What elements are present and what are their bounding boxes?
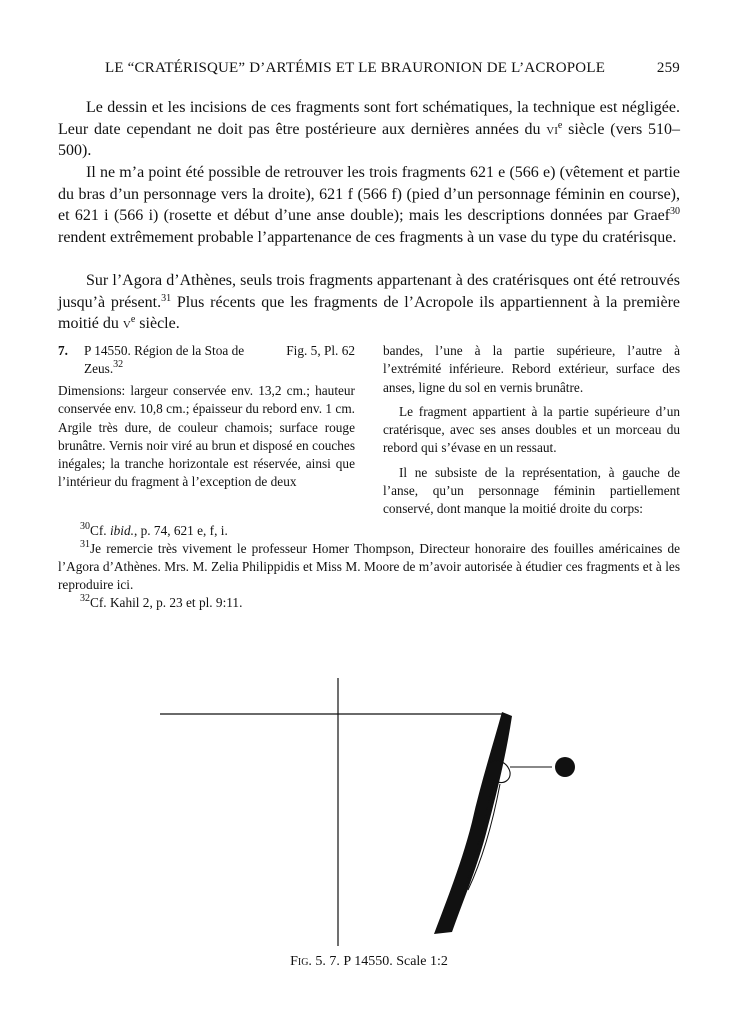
paragraph-2-text: Il ne m’a point été possible de retrouver les trois fragments 621 e (566 e) (vêtement et partie du bras d’un personnage vers la droite), 621 f (566 f) (pied d’un personnage féminin en course), et 621 i (566 i) (rosette et début d’une anse double); mais les descriptions données par Graef [58, 164, 680, 225]
paragraph-1-text: Le dessin et les incisions de ces fragments sont fort schématiques, la technique est négligée. Leur date cependant ne doit pas être postérieure aux dernières années du [58, 99, 680, 138]
entry-figure-ref[interactable]: Fig. 5, Pl. 62 [286, 343, 355, 358]
entry-continuation: bandes, l’une à la partie supérieure, l’autre à l’extrémité inférieure. Rebord extérieur, surface des anses, ligne du sol en vernis brunâtre. [383, 343, 680, 395]
footnote-ref-31[interactable]: 31 [161, 292, 172, 304]
paragraph-3-text-mid: Plus récents que les fragments de l’Acropole ils appartiennent à la première moitié du [58, 293, 680, 333]
century-suffix-v: e [130, 314, 136, 326]
caption-fig-label: Fig. [290, 954, 312, 969]
footnote-number: 30 [80, 521, 90, 532]
entry-inventory [84, 342, 254, 379]
paragraph-3-text-end: siècle. [135, 315, 180, 333]
footnote-number: 31 [80, 539, 90, 550]
footnote-text: Cf. [90, 523, 110, 538]
page-number: 259 [656, 60, 680, 76]
century-numeral: vi [546, 120, 558, 138]
paragraph-1-text-end: siècle (vers 510–500). [58, 120, 681, 160]
footnote-30 [58, 522, 680, 540]
handle-section-dot [555, 757, 575, 777]
catalogue-column-left [58, 342, 355, 492]
footnote-text: Je remercie très vivement le professeur Homer Thompson, Directeur honoraire des fouilles américaines de l’Agora d’Athènes. Mrs. M. Zelia Philippidis et Miss M. Moore de m’avoir autorisée à étudier ces fragments et à les reproduire ici. [58, 541, 680, 592]
paragraph-1 [58, 97, 680, 162]
footnote-text: Cf. Kahil 2, p. 23 et pl. 9:11. [90, 595, 243, 610]
entry-description: Dimensions: largeur conservée env. 13,2 cm.; hauteur conservée env. 10,8 cm.; épaisseur du rebord env. 1 cm. Argile très dure, de couleur chamois; surface rouge brunâtre. Vernis noir viré au brun et disposé en couches inégales; la tranche horizontale est réservée, ainsi que l’intérieur du fragment à l’exception de deux [58, 383, 355, 490]
century-numeral-v: v [122, 315, 131, 333]
paragraph-3 [58, 270, 680, 335]
vessel-wall-profile [434, 712, 512, 934]
footnote-32 [58, 594, 680, 612]
footnote-number: 32 [80, 593, 90, 604]
figure-caption [0, 954, 738, 970]
footnotes [58, 522, 680, 612]
profile-drawing [150, 676, 610, 946]
entry-inventory-text: P 14550. Région de la Stoa de Zeus. [84, 343, 245, 377]
paragraph-2 [58, 162, 680, 248]
running-title: LE “CRATÉRISQUE” D’ARTÉMIS ET LE BRAURONION DE L’ACROPOLE [105, 60, 606, 76]
footnote-ref-32[interactable]: 32 [113, 359, 124, 371]
catalogue-entry-head [58, 342, 355, 378]
running-header [105, 60, 680, 80]
century-suffix: e [557, 119, 563, 131]
entry-paragraph-2: Le fragment appartient à la partie supérieure d’un cratérisque, avec ses anses doubles et un morceau du rebord qui s’évase en un ressaut. [383, 403, 680, 456]
catalogue-column-right [383, 342, 680, 519]
paragraph-3-text: Sur l’Agora d’Athènes, seuls trois fragments appartenant à des cratérisques ont été retrouvés jusqu’à présent. [58, 272, 680, 311]
caption-text: 5. 7. P 14550. Scale 1:2 [311, 954, 448, 969]
footnote-ref-30[interactable]: 30 [670, 206, 680, 218]
entry-paragraph-3: Il ne subsiste de la représentation, à gauche de l’anse, qu’un personnage féminin partiellement conservé, dont manque la moitié droite du corps: [383, 464, 680, 517]
paragraph-2-text-end: rendent extrêmement probable l’appartenance de ces fragments à un vase du type du cratérisque. [58, 228, 677, 246]
entry-number: 7. [58, 343, 68, 358]
footnote-text-end: , p. 74, 621 e, f, i. [133, 523, 228, 538]
footnote-31 [58, 540, 680, 594]
footnote-ibid: ibid. [109, 523, 134, 538]
